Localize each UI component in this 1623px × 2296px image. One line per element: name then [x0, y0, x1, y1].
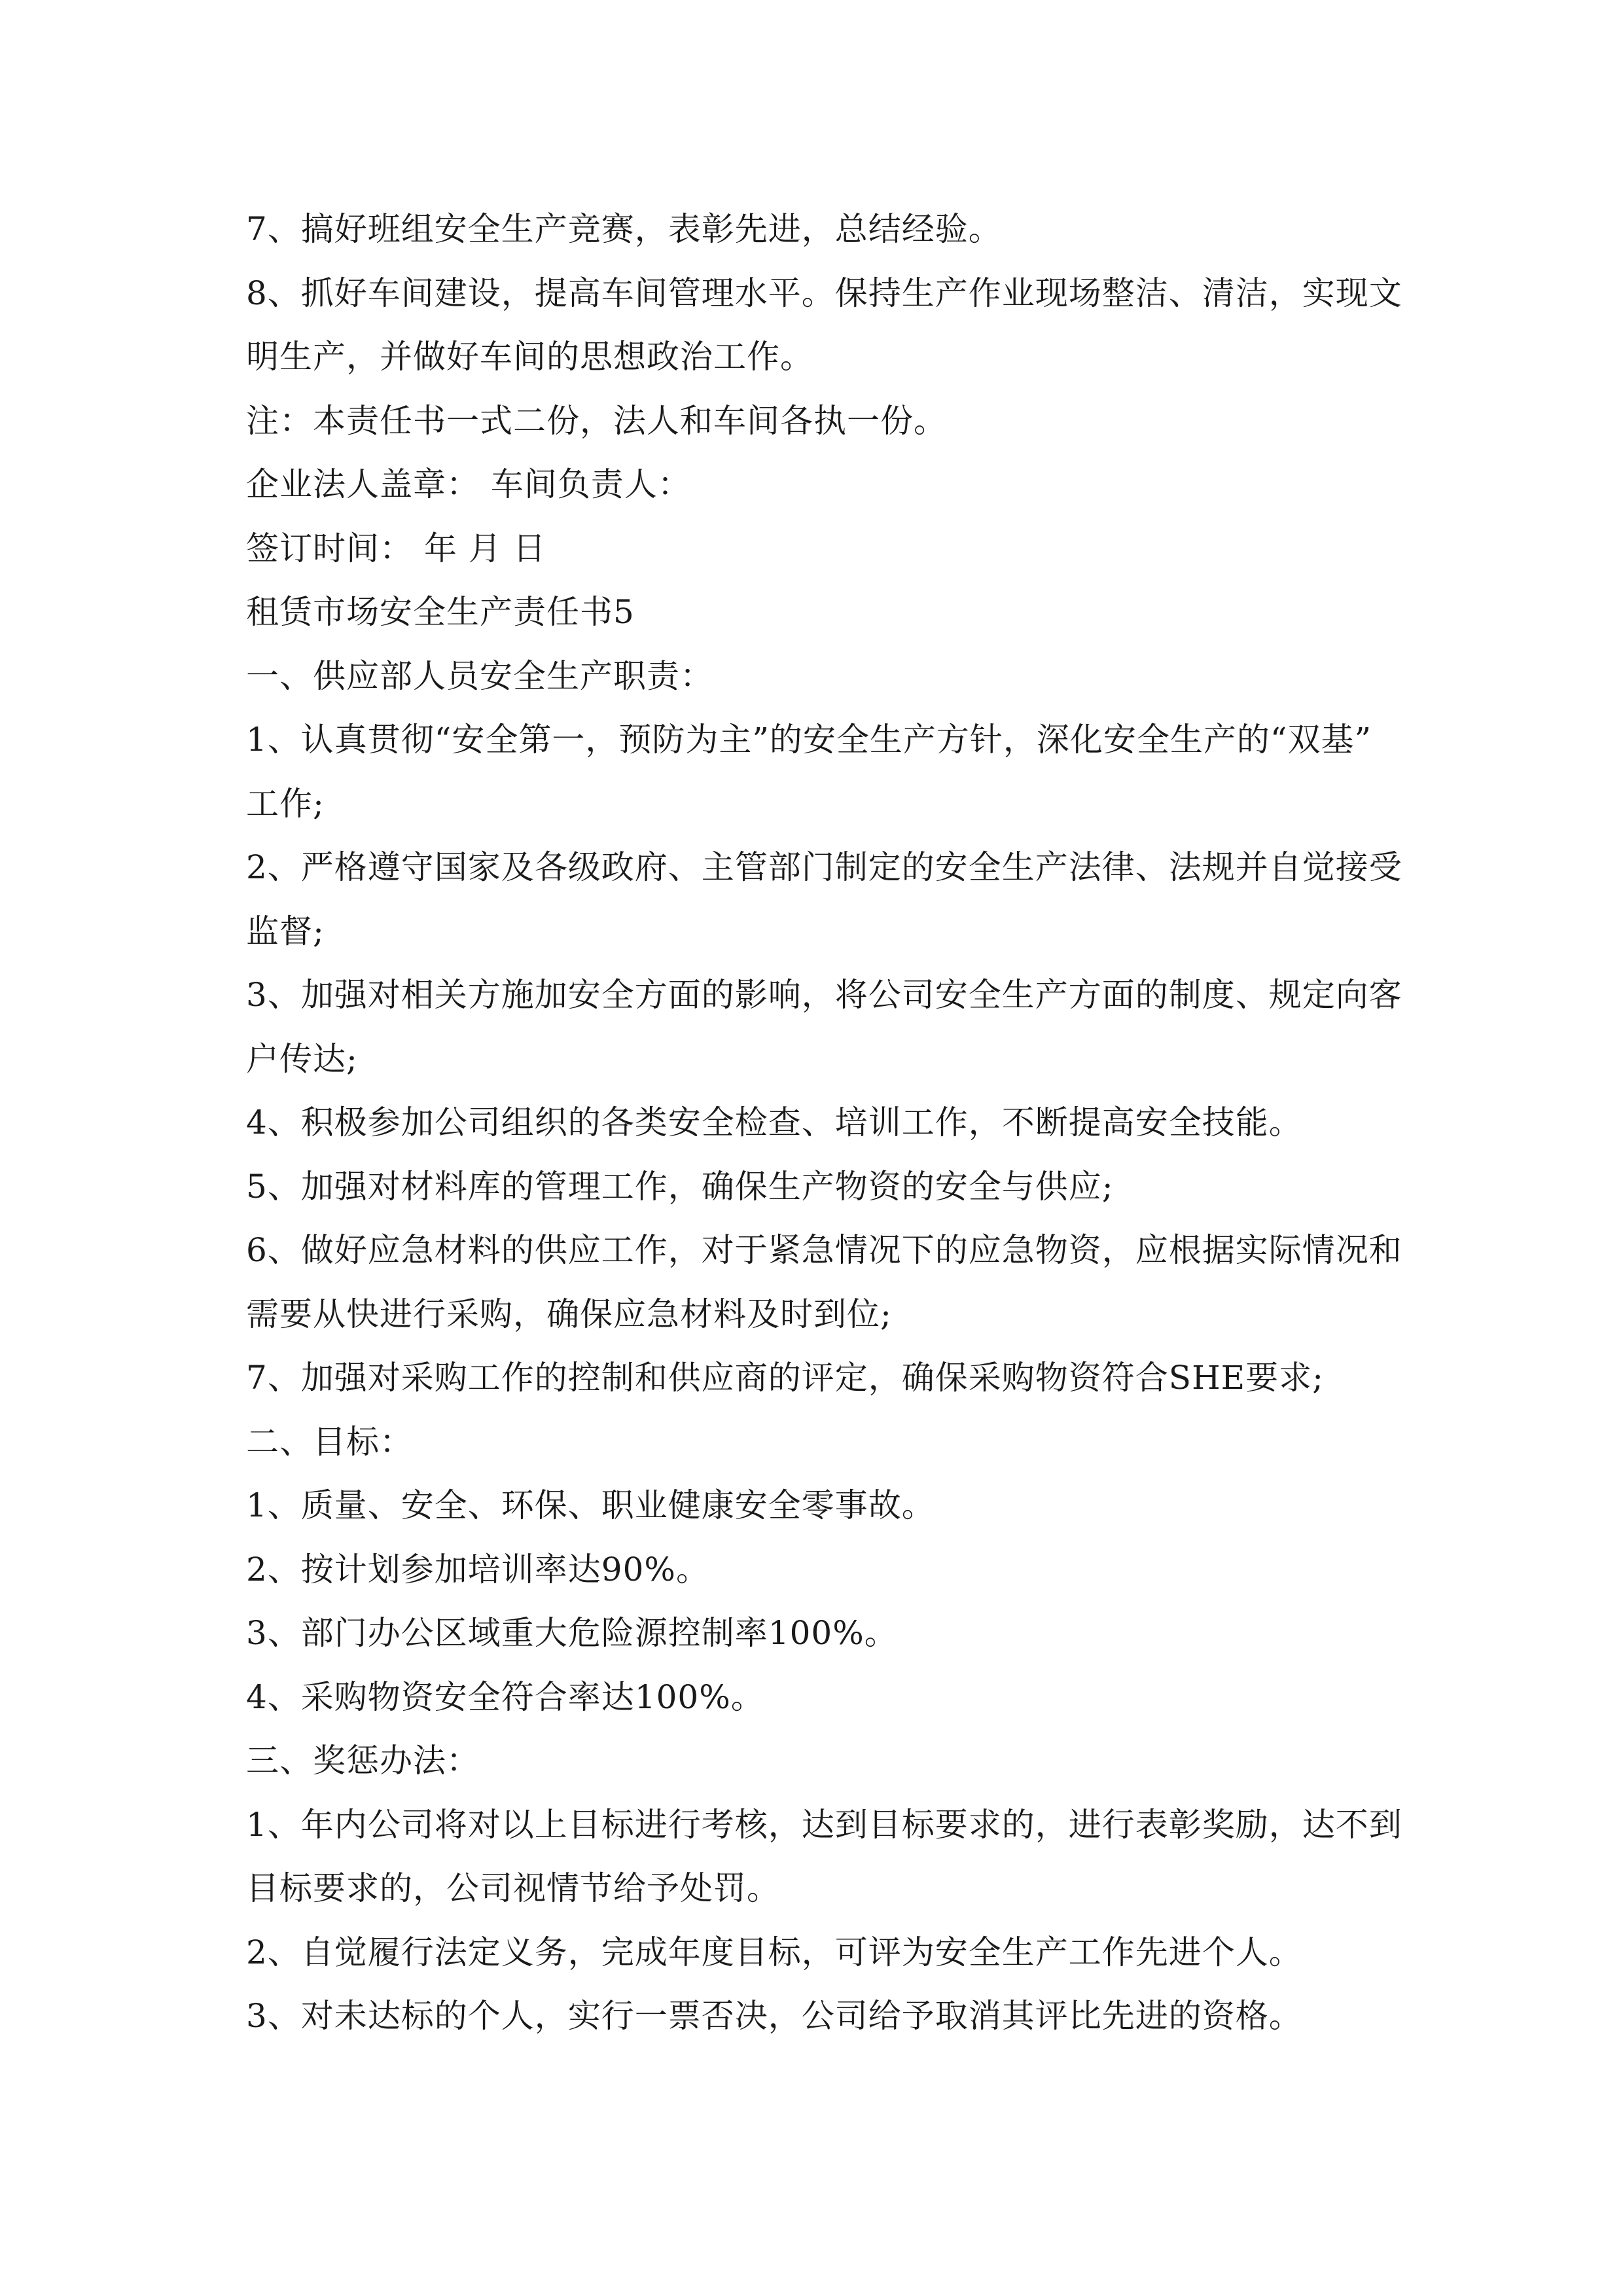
text-line: 签订时间： 年 月 日: [246, 529, 546, 567]
text-line: 3、部门办公区域重大危险源控制率100%。: [246, 1614, 898, 1652]
text-line: 1、质量、安全、环保、职业健康安全零事故。: [246, 1486, 935, 1524]
text-line: 3、加强对相关方施加安全方面的影响，将公司安全生产方面的制度、规定向客: [246, 976, 1402, 1014]
text-line: 工作;: [246, 784, 325, 823]
text-line: 1、年内公司将对以上目标进行考核，达到目标要求的，进行表彰奖励，达不到: [246, 1805, 1402, 1844]
text-line: 监督;: [246, 912, 325, 950]
text-line: 7、加强对采购工作的控制和供应商的评定，确保采购物资符合SHE要求;: [246, 1359, 1325, 1397]
text-line: 企业法人盖章： 车间负责人：: [246, 465, 691, 503]
section-heading: 一、供应部人员安全生产职责：: [246, 656, 713, 695]
section-heading: 三、奖惩办法：: [246, 1742, 480, 1780]
section-heading: 二、目标：: [246, 1422, 413, 1461]
document-body: [246, 198, 1402, 2049]
text-line: 2、严格遵守国家及各级政府、主管部门制定的安全生产法律、法规并自觉接受: [246, 848, 1402, 886]
text-line: 户传达;: [246, 1039, 358, 1078]
text-line: 8、抓好车间建设，提高车间管理水平。保持生产作业现场整洁、清洁，实现文: [246, 274, 1402, 312]
text-line: 5、加强对材料库的管理工作，确保生产物资的安全与供应;: [246, 1167, 1114, 1206]
text-line: 3、对未达标的个人，实行一票否决，公司给予取消其评比先进的资格。: [246, 1997, 1302, 2035]
text-line: 2、自觉履行法定义务，完成年度目标，可评为安全生产工作先进个人。: [246, 1933, 1302, 1971]
text-line: 明生产，并做好车间的思想政治工作。: [246, 338, 813, 376]
text-line: 6、做好应急材料的供应工作，对于紧急情况下的应急物资，应根据实际情况和: [246, 1231, 1402, 1269]
text-line: 需要从快进行采购，确保应急材料及时到位;: [246, 1295, 892, 1333]
text-line: 1、认真贯彻“安全第一，预防为主”的安全生产方针，深化安全生产的“双基”: [246, 721, 1372, 759]
text-line: 7、搞好班组安全生产竞赛，表彰先进，总结经验。: [246, 210, 1002, 248]
text-line: 2、按计划参加培训率达90%。: [246, 1550, 709, 1588]
text-line: 目标要求的，公司视情节给予处罚。: [246, 1869, 780, 1907]
text-line: 4、采购物资安全符合率达100%。: [246, 1677, 764, 1716]
section-title: 租赁市场安全生产责任书5: [246, 593, 635, 631]
text-line: 4、积极参加公司组织的各类安全检查、培训工作，不断提高安全技能。: [246, 1103, 1302, 1141]
text-line: 注：本责任书一式二份，法人和车间各执一份。: [246, 401, 947, 440]
